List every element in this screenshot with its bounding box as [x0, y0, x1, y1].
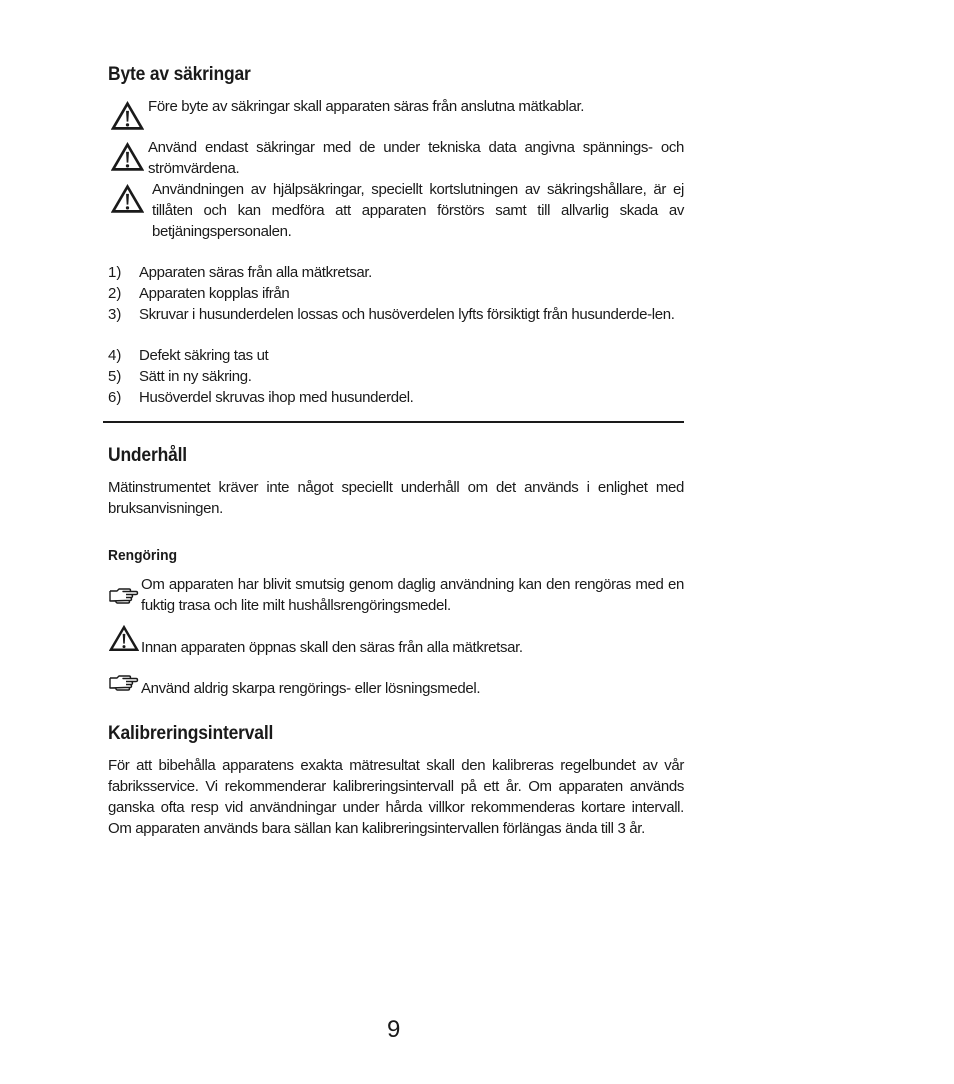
step-text: Sätt in ny säkring. [139, 368, 252, 385]
warning-triangle-icon [111, 142, 144, 172]
step-number: 5) [108, 368, 122, 385]
maintenance-text: Mätinstrumentet kräver inte något speciellt underhåll om det används i enlighet med bruksanvisningen. [108, 479, 684, 517]
step-number: 6) [108, 389, 122, 406]
step-number: 2) [108, 285, 122, 302]
step-number: 3) [108, 306, 122, 323]
heading-calibration: Kalibreringsintervall [108, 723, 274, 744]
cleaning-note-1: Om apparaten har blivit smutsig genom daglig användning kan den rengöras med en fuktig trasa och lite milt hushållsrengöringsmedel. [141, 576, 684, 614]
heading-fuse-change: Byte av säkringar [108, 64, 251, 85]
step-text: Defekt säkring tas ut [139, 347, 269, 364]
warning-text-1: Före byte av säkringar skall apparaten säras från anslutna mätkablar. [148, 98, 585, 115]
calibration-text: För att bibehålla apparatens exakta mätresultat skall den kalibreras regelbundet av vår fabriksservice. Vi rekommenderar kalibreringsintervall på ett år. Om apparaten används ganska ofta resp vid användningar under hårda villkor rekommenderas kortare intervall. Om apparaten används bara sällan kan kalibreringsintervallen förlängas ända till 3 år. [108, 757, 684, 837]
heading-maintenance: Underhåll [108, 445, 187, 466]
heading-cleaning: Rengöring [108, 547, 177, 564]
step-text: Skruvar i husunderdelen lossas och husöverdelen lyfts försiktigt från husunderde-len. [139, 306, 675, 323]
cleaning-note-2: Använd aldrig skarpa rengörings- eller lösningsmedel. [141, 680, 481, 697]
warning-text-2: Använd endast säkringar med de under tekniska data angivna spännings- och strömvärdena. [148, 139, 684, 177]
step-text: Apparaten säras från alla mätkretsar. [139, 264, 373, 281]
warning-triangle-icon [109, 625, 139, 652]
pointing-hand-icon [109, 673, 139, 691]
step-number: 1) [108, 264, 122, 281]
page-number: 9 [387, 1016, 401, 1043]
step-text: Apparaten kopplas ifrån [139, 285, 290, 302]
warning-text-3: Användningen av hjälpsäkringar, speciellt kortslutningen av säkringshållare, är ej tillåten och kan medföra att apparaten förstörs samt till allvarlig skada av betjäningspersonalen. [152, 181, 684, 240]
section-divider [103, 421, 684, 423]
warning-triangle-icon [111, 184, 144, 214]
step-number: 4) [108, 347, 122, 364]
cleaning-warning: Innan apparaten öppnas skall den säras från alla mätkretsar. [141, 639, 523, 656]
step-text: Husöverdel skruvas ihop med husunderdel. [139, 389, 414, 406]
warning-triangle-icon [111, 101, 144, 131]
pointing-hand-icon [109, 586, 139, 604]
